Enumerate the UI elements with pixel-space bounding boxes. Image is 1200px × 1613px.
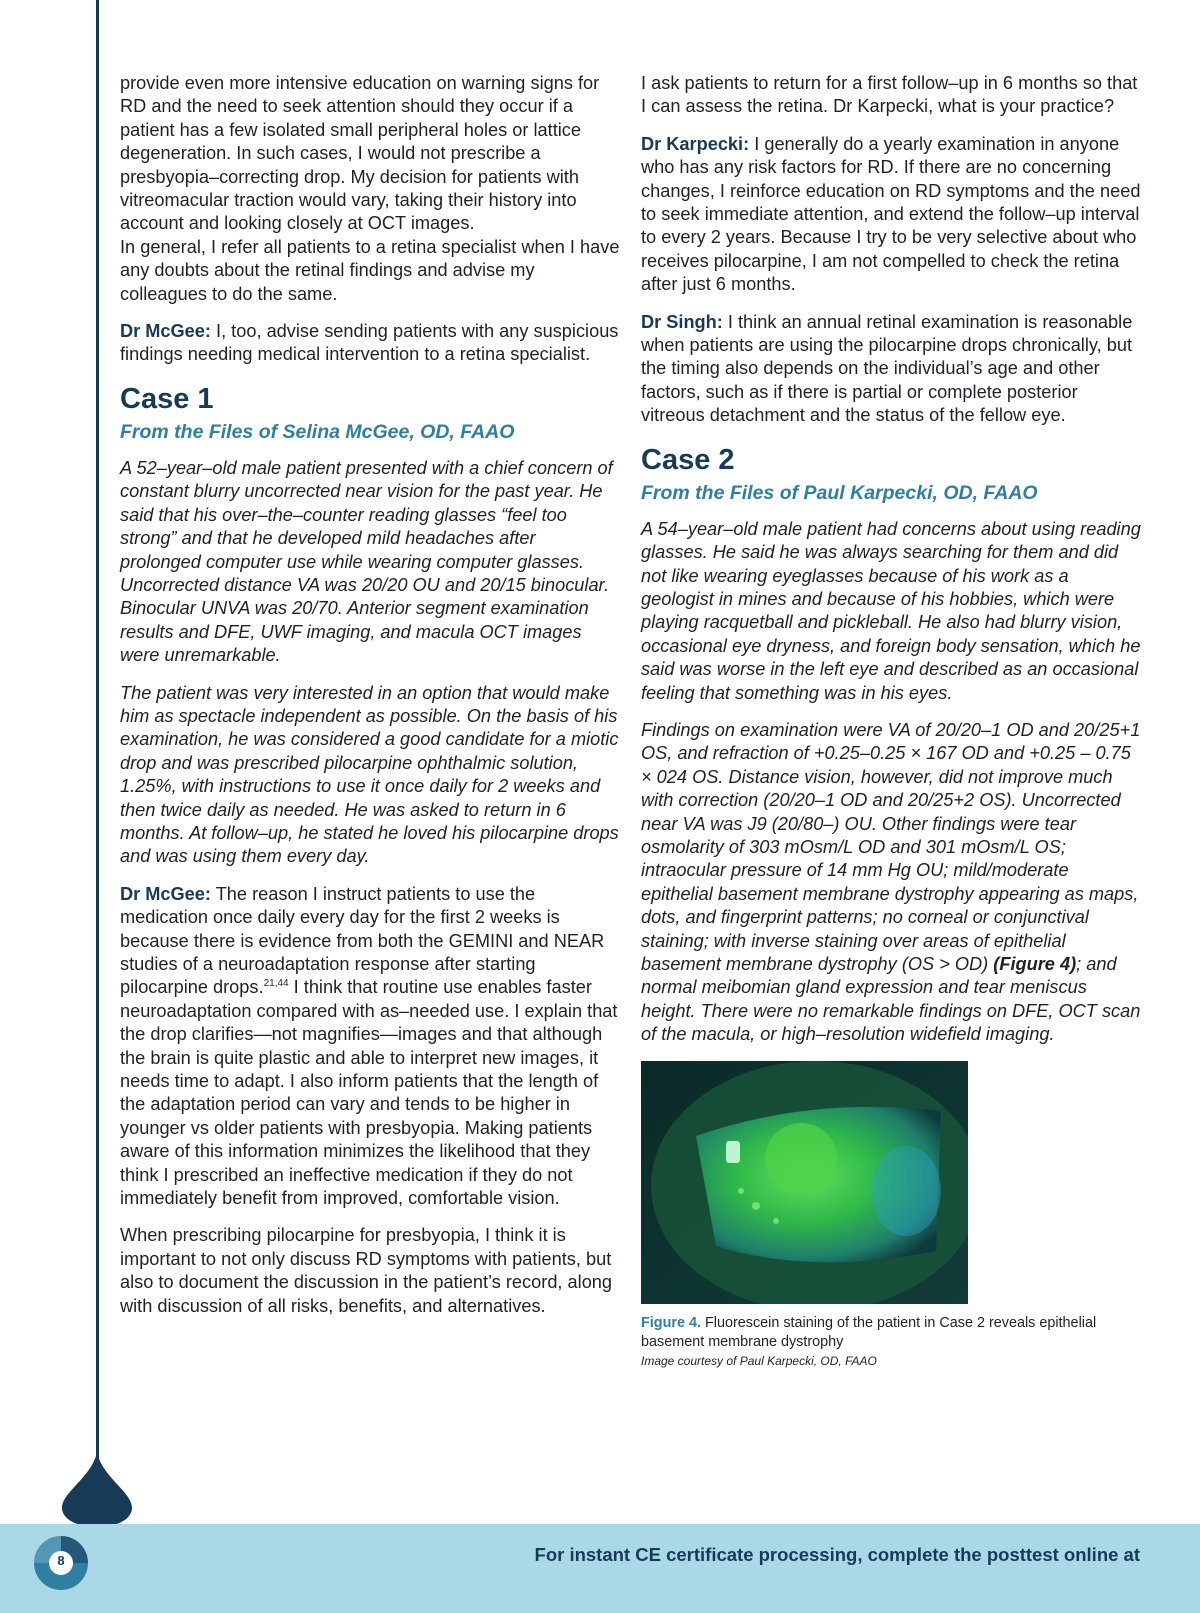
footer-band bbox=[0, 1524, 1200, 1613]
remark-text: I think an annual retinal examination is reasonable when patients are using the pilocarpine drops chronically, but the timing also depends on the individual’s age and other factors, such as if there is partial or complete posterior vitreous detachment and the status of the fellow eye. bbox=[641, 311, 1133, 426]
figure-reference: (Figure 4) bbox=[993, 954, 1077, 974]
intro-paragraph-2: In general, I refer all patients to a retina specialist when I have any doubts about the retinal findings and advise my colleagues to do the same. bbox=[120, 236, 620, 304]
remark-text: I generally do a yearly examination in anyone who has any risk factors for RD. If there are no concerning changes, I reinforce education on RD symptoms and the need to seek immediate attention, and extend the follow–up interval to every 2 years. Because I try to be very selective about who receives pilocarpine, I am not compelled to check the retina after just 6 months. bbox=[641, 133, 1141, 295]
case-1-subtitle: From the Files of Selina McGee, OD, FAAO bbox=[120, 420, 515, 443]
figure-caption bbox=[641, 1314, 1141, 1352]
page-number: 8 bbox=[57, 1553, 65, 1568]
right-column bbox=[641, 72, 1141, 1370]
caption-text: Fluorescein staining of the patient in Case 2 reveals epithelial basement membrane dystrophy bbox=[641, 1314, 1097, 1350]
image-credit: Image courtesy of Paul Karpecki, OD, FAAO bbox=[641, 1353, 877, 1368]
case-2-subtitle: From the Files of Paul Karpecki, OD, FAAO bbox=[641, 481, 1038, 504]
speaker-label: Dr Singh: bbox=[641, 311, 723, 332]
mcgee-commentary bbox=[120, 883, 620, 1211]
droplet-icon bbox=[62, 1452, 132, 1527]
case-2-title: Case 2 bbox=[641, 443, 735, 476]
footer-cta-text: For instant CE certificate processing, complete the posttest online at bbox=[534, 1544, 1140, 1565]
singh-remark bbox=[641, 311, 1141, 428]
remark-text: I, too, advise sending patients with any suspicious findings needing medical intervention to a retina specialist. bbox=[120, 321, 619, 365]
followup-paragraph: I ask patients to return for a first follow–up in 6 months so that I can assess the retina. Dr Karpecki, what is your practice? bbox=[641, 73, 1138, 117]
left-column bbox=[120, 72, 620, 1332]
figure-label: Figure 4. bbox=[641, 1314, 701, 1331]
case-2-paragraph: A 54–year–old male patient had concerns about using reading glasses. He said he was always searching for them and did not like wearing eyeglasses because of his work as a geologist in mines and because of his hobbies, which were playing racquetball and pickleball. He also had blurry vision, occasional eye dryness, and foreign body sensation, which he said was worse in the left eye and described as an occasional feeling that something was in his eyes. bbox=[641, 518, 1141, 703]
intro-paragraph: provide even more intensive education on warning signs for RD and the need to seek attention should they occur if a patient has a few isolated small peripheral holes or lattice degeneration. In such cases, I would not prescribe a presbyopia–correcting drop. My decision for patients with vitreomacular traction would vary, taking their history into account and looking closely at OCT images. bbox=[120, 73, 600, 234]
case-1-paragraph: A 52–year–old male patient presented with a chief concern of constant blurry uncorrected near vision for the past year. He said that his over–the–counter reading glasses “feel too strong” and that he developed mild headaches after prolonged computer use while wearing computer glasses. Uncorrected distance VA was 20/20 OU and 20/15 binocular. Binocular UNVA was 20/70. Anterior segment examination results and DFE, UWF imaging, and macula OCT images were unremarkable. bbox=[120, 457, 613, 666]
reference-superscript: 21,44 bbox=[263, 978, 289, 990]
fluorescein-eye-image bbox=[641, 1061, 968, 1304]
karpecki-remark bbox=[641, 133, 1141, 297]
findings-text-a: Findings on examination were VA of 20/20–1 OD and 20/25+1 OS, and refraction of +0.25–0.25 × 167 OD and +0.25 – 0.75 × 024 OS. Distance vision, however, did not improve much with correction (20/20–1 OD and 20/25+2 OS). Uncorrected near VA was J9 (20/80–) OU. Other findings were tear osmolarity of 303 mOsm/L OD and 301 mOsm/L OS; intraocular pressure of 14 mm Hg OU; mild/moderate epithelial basement membrane dystrophy appearing as maps, dots, and fingerprint patterns; no corneal or conjunctival staining; with inverse staining over areas of epithelial basement membrane dystrophy (OS > OD) bbox=[641, 719, 1141, 974]
case-2-findings bbox=[641, 719, 1141, 1047]
case-1-title: Case 1 bbox=[120, 382, 214, 415]
speaker-label: Dr Karpecki: bbox=[641, 133, 750, 154]
case-1-paragraph-2: The patient was very interested in an option that would make him as spectacle independent as possible. On the basis of his examination, he was considered a good candidate for a miotic drop and was prescribed pilocarpine ophthalmic solution, 1.25%, with instructions to use it once daily for 2 weeks and then twice daily as needed. He was asked to return in 6 months. At follow–up, he stated he loved his pilocarpine drops and was using them every day. bbox=[120, 682, 619, 867]
commentary-text-a: The reason I instruct patients to use the medication once daily every day for the first 2 weeks is because there is evidence from both the GEMINI and NEAR studies of a neuroadaptation response after starting pilocarpine drops. bbox=[120, 883, 605, 998]
commentary-text-b: I think that routine use enables faster neuroadaptation compared with as–needed use. I explain that the drop clarifies—not magnifies—images and that although the brain is quite plastic and able to interpret new images, it needs time to adapt. I also inform patients that the length of the adaptation period can vary and tends to be higher in younger vs older patients with presbyopia. Making patients aware of this information minimizes the likelihood that they think I prescribed an ineffective medication if they do not immediately benefit from improved, comfortable vision. bbox=[120, 977, 618, 1209]
findings-text-b: ; and normal meibomian gland expression and tear meniscus height. There were no remarkable findings on DFE, OCT scan of the macula, or high–resolution widefield imaging. bbox=[641, 954, 1141, 1045]
margin-rule bbox=[96, 0, 99, 1480]
closing-paragraph: When prescribing pilocarpine for presbyopia, I think it is important to not only discuss RD symptoms with patients, but also to document the discussion in the patient’s record, along with discussion of all risks, benefits, and alternatives. bbox=[120, 1225, 613, 1316]
mcgee-remark bbox=[120, 320, 620, 367]
speaker-label: Dr McGee: bbox=[120, 321, 211, 342]
speaker-label: Dr McGee: bbox=[120, 883, 211, 904]
